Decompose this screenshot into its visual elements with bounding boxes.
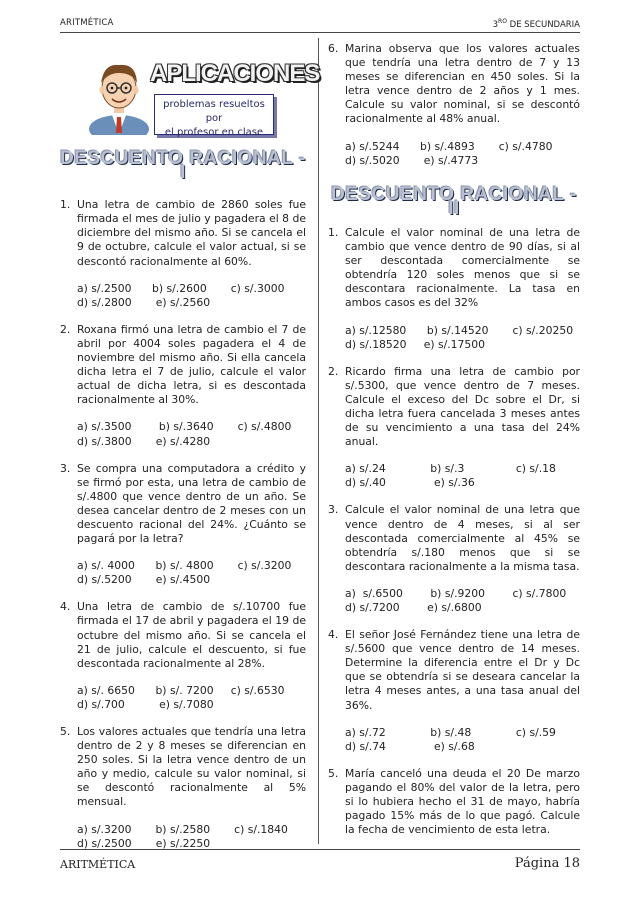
options-row-2: d) s/.3800 e) s/.4280 <box>77 434 211 448</box>
left-column <box>60 148 306 864</box>
aplicaciones-banner <box>150 60 320 138</box>
problem-text: Marina observa que los valores actuales que tendría una letra dentro de 7 y 13 meses se diferencian en 450 soles. Si la letra vence dentro de 2 años y 1 mes. Calcule su valor nominal, si se descontó racionalmente al 48% anual. <box>345 42 580 126</box>
options-row-2: d) s/.40 e) s/.36 <box>345 476 475 490</box>
footer-rule <box>60 849 580 850</box>
problem-item <box>60 323 306 449</box>
problem-options <box>77 823 306 851</box>
options-row-1: a) s/.12580 b) s/.14520 c) s/.20250 <box>345 323 574 337</box>
problem-number: 1. <box>328 225 339 239</box>
problem-options <box>77 282 306 310</box>
right-column <box>328 42 580 850</box>
options-row-2: d) s/.7200 e) s/.6800 <box>345 601 482 614</box>
options-row-2: d) s/.2800 e) s/.2560 <box>77 295 211 309</box>
options-row-1: a) s/.3200 b) s/.2580 c) s/.1840 <box>77 822 288 836</box>
header-rule <box>60 32 580 33</box>
grade-text: DE SECUNDARIA <box>506 19 580 30</box>
teacher-avatar-icon <box>86 55 152 135</box>
problem-number: 3. <box>328 503 339 517</box>
problem-options <box>345 587 580 615</box>
banner-subtitle <box>154 94 274 138</box>
grade-number: 3 <box>492 19 499 30</box>
problem-item <box>60 600 306 712</box>
problem-number: 5. <box>60 725 71 738</box>
page-footer-left: ARITMÉTICA <box>60 858 136 871</box>
problem-number: 4. <box>328 628 339 642</box>
problem-item <box>60 725 306 851</box>
options-row-1: a) s/.72 b) s/.48 c) s/.59 <box>345 725 556 739</box>
problem-text: El señor José Fernández tiene una letra de s/.5600 que vence dentro de 14 meses. Determine la diferencia entre el Dr y Dc que se obtendría si se deseara cancelar la letra 4 meses antes, a una tasa anual del 36%. <box>345 628 580 712</box>
problem-text: Una letra de cambio de 2860 soles fue firmada el mes de julio y pagadera el 8 de diciembre del mismo año. Si se cancela el 9 de octubre, calcule el valor actual, si se descontó racionalmente al 60%. <box>77 198 306 268</box>
options-row-1: a) s/.24 b) s/.3 c) s/.18 <box>345 462 556 476</box>
problem-number: 1. <box>60 198 71 212</box>
problem-options <box>77 684 306 712</box>
problem-text: Los valores actuales que tendría una letra dentro de 2 y 8 meses se diferencian en 250 soles. Si la letra vence dentro de un año y medio, calcule su valor nominal, si se descontó racionalmente al 5% mensual. <box>77 725 306 809</box>
grade-ordinal: RO <box>498 18 507 25</box>
options-row-1: a) s/.2500 b) s/.2600 c) s/.3000 <box>77 281 285 295</box>
problem-options <box>77 559 306 587</box>
options-row-2: d) s/.5020 e) s/.4773 <box>345 153 479 167</box>
problem-number: 5. <box>328 766 339 780</box>
problem-text: Ricardo firma una letra de cambio por s/.5300, que vence dentro de 7 meses. Calcule el exceso del Dc sobre el Dr, si dicha letra fuera cancelada 3 meses antes de su vencimiento a una tasa del 24% anual. <box>345 364 580 449</box>
problem-number: 2. <box>328 364 339 378</box>
section1-title: DESCUENTO RACIONAL - I <box>60 148 306 184</box>
problem-options <box>345 324 580 352</box>
problem-number: 4. <box>60 600 71 614</box>
banner-title: APLICACIONES <box>150 60 320 87</box>
options-row-2: d) s/.700 e) s/.7080 <box>77 697 214 711</box>
problem-text: Calcule el valor nominal de una letra de cambio que vence dentro de 90 días, si al ser descontada comercialmente se obtendría 120 soles menos que si se descontara racionalmente. La tasa en ambos casos es del 32% <box>345 225 580 310</box>
options-row-1: a) s/.3500 b) s/.3640 c) s/.4800 <box>77 420 292 434</box>
problem-number: 2. <box>60 322 71 336</box>
options-row-2: d) s/.2500 e) s/.2250 <box>77 836 211 850</box>
problem-item <box>328 767 580 837</box>
problem-options <box>77 420 306 448</box>
column-divider <box>318 38 319 844</box>
problem-text: Calcule el valor nominal de una letra que vence dentro de 4 meses, si al ser descontada comercialmente al 45% se obtendría s/.180 menos que si se descontara racionalmente a la misma tasa. <box>345 503 580 573</box>
options-row-1: a) s/. 6650 b) s/. 7200 c) s/.6530 <box>77 683 285 697</box>
problem-text: Roxana firmó una letra de cambio el 7 de abril por 4004 soles pagadera el 4 de noviembre del mismo año. Si ella cancela dicha letra el 7 de julio, calcule el valor actual de dicha letra, si es descontada racionalmente al 30%. <box>77 322 306 407</box>
problem-item <box>60 198 306 310</box>
banner-subtitle-line1: problemas resueltos por <box>163 99 265 124</box>
options-row-1: a) s/.5244 b) s/.4893 c) s/.4780 <box>345 139 553 153</box>
problem-item <box>60 462 306 588</box>
problem-options <box>345 462 580 490</box>
options-row-2: d) s/.5200 e) s/.4500 <box>77 573 211 587</box>
page-number: Página 18 <box>514 856 580 871</box>
problem-number: 6. <box>328 42 339 55</box>
problem-options <box>345 726 580 754</box>
options-row-2: d) s/.74 e) s/.68 <box>345 739 475 753</box>
problem-number: 3. <box>60 461 71 475</box>
page-header-right <box>493 18 580 30</box>
problem-item <box>328 503 580 615</box>
problem-item <box>328 628 580 754</box>
problem-item <box>328 42 580 168</box>
problem-options <box>345 140 580 168</box>
options-row-1: a) s/.6500 b) s/.9200 c) s/.7800 <box>345 586 567 600</box>
problem-item <box>328 226 580 352</box>
problem-text: Una letra de cambio de s/.10700 fue firmada el 17 de abril y pagadera el 19 de octubre del mismo año. Si se cancela el 21 de julio, calcule el descuento, si fue descontada racionalmente al 28%. <box>77 600 306 670</box>
problem-text: María canceló una deuda el 20 De marzo pagando el 80% del valor de la letra, pero si lo hubiera hecho el 31 de mayo, habría pagado 15% más de lo que pagó. Calcule la fecha de vencimiento de esta letra. <box>345 766 580 837</box>
banner-subtitle-line2: el profesor en clase <box>164 127 264 138</box>
options-row-2: d) s/.18520 e) s/.17500 <box>345 337 486 351</box>
problem-item <box>328 365 580 491</box>
problem-text: Se compra una computadora a crédito y se firmó por esta, una letra de cambio de s/.4800 que vence dentro de un año. Se desea cancelar dentro de 2 meses con un descuento racional del 24%. ¿Cuánto se pagará por la letra? <box>77 461 306 546</box>
options-row-1: a) s/. 4000 b) s/. 4800 c) s/.3200 <box>77 559 292 573</box>
page-header-left: ARITMÉTICA <box>60 18 114 28</box>
section2-title: DESCUENTO RACIONAL - II <box>331 183 577 219</box>
